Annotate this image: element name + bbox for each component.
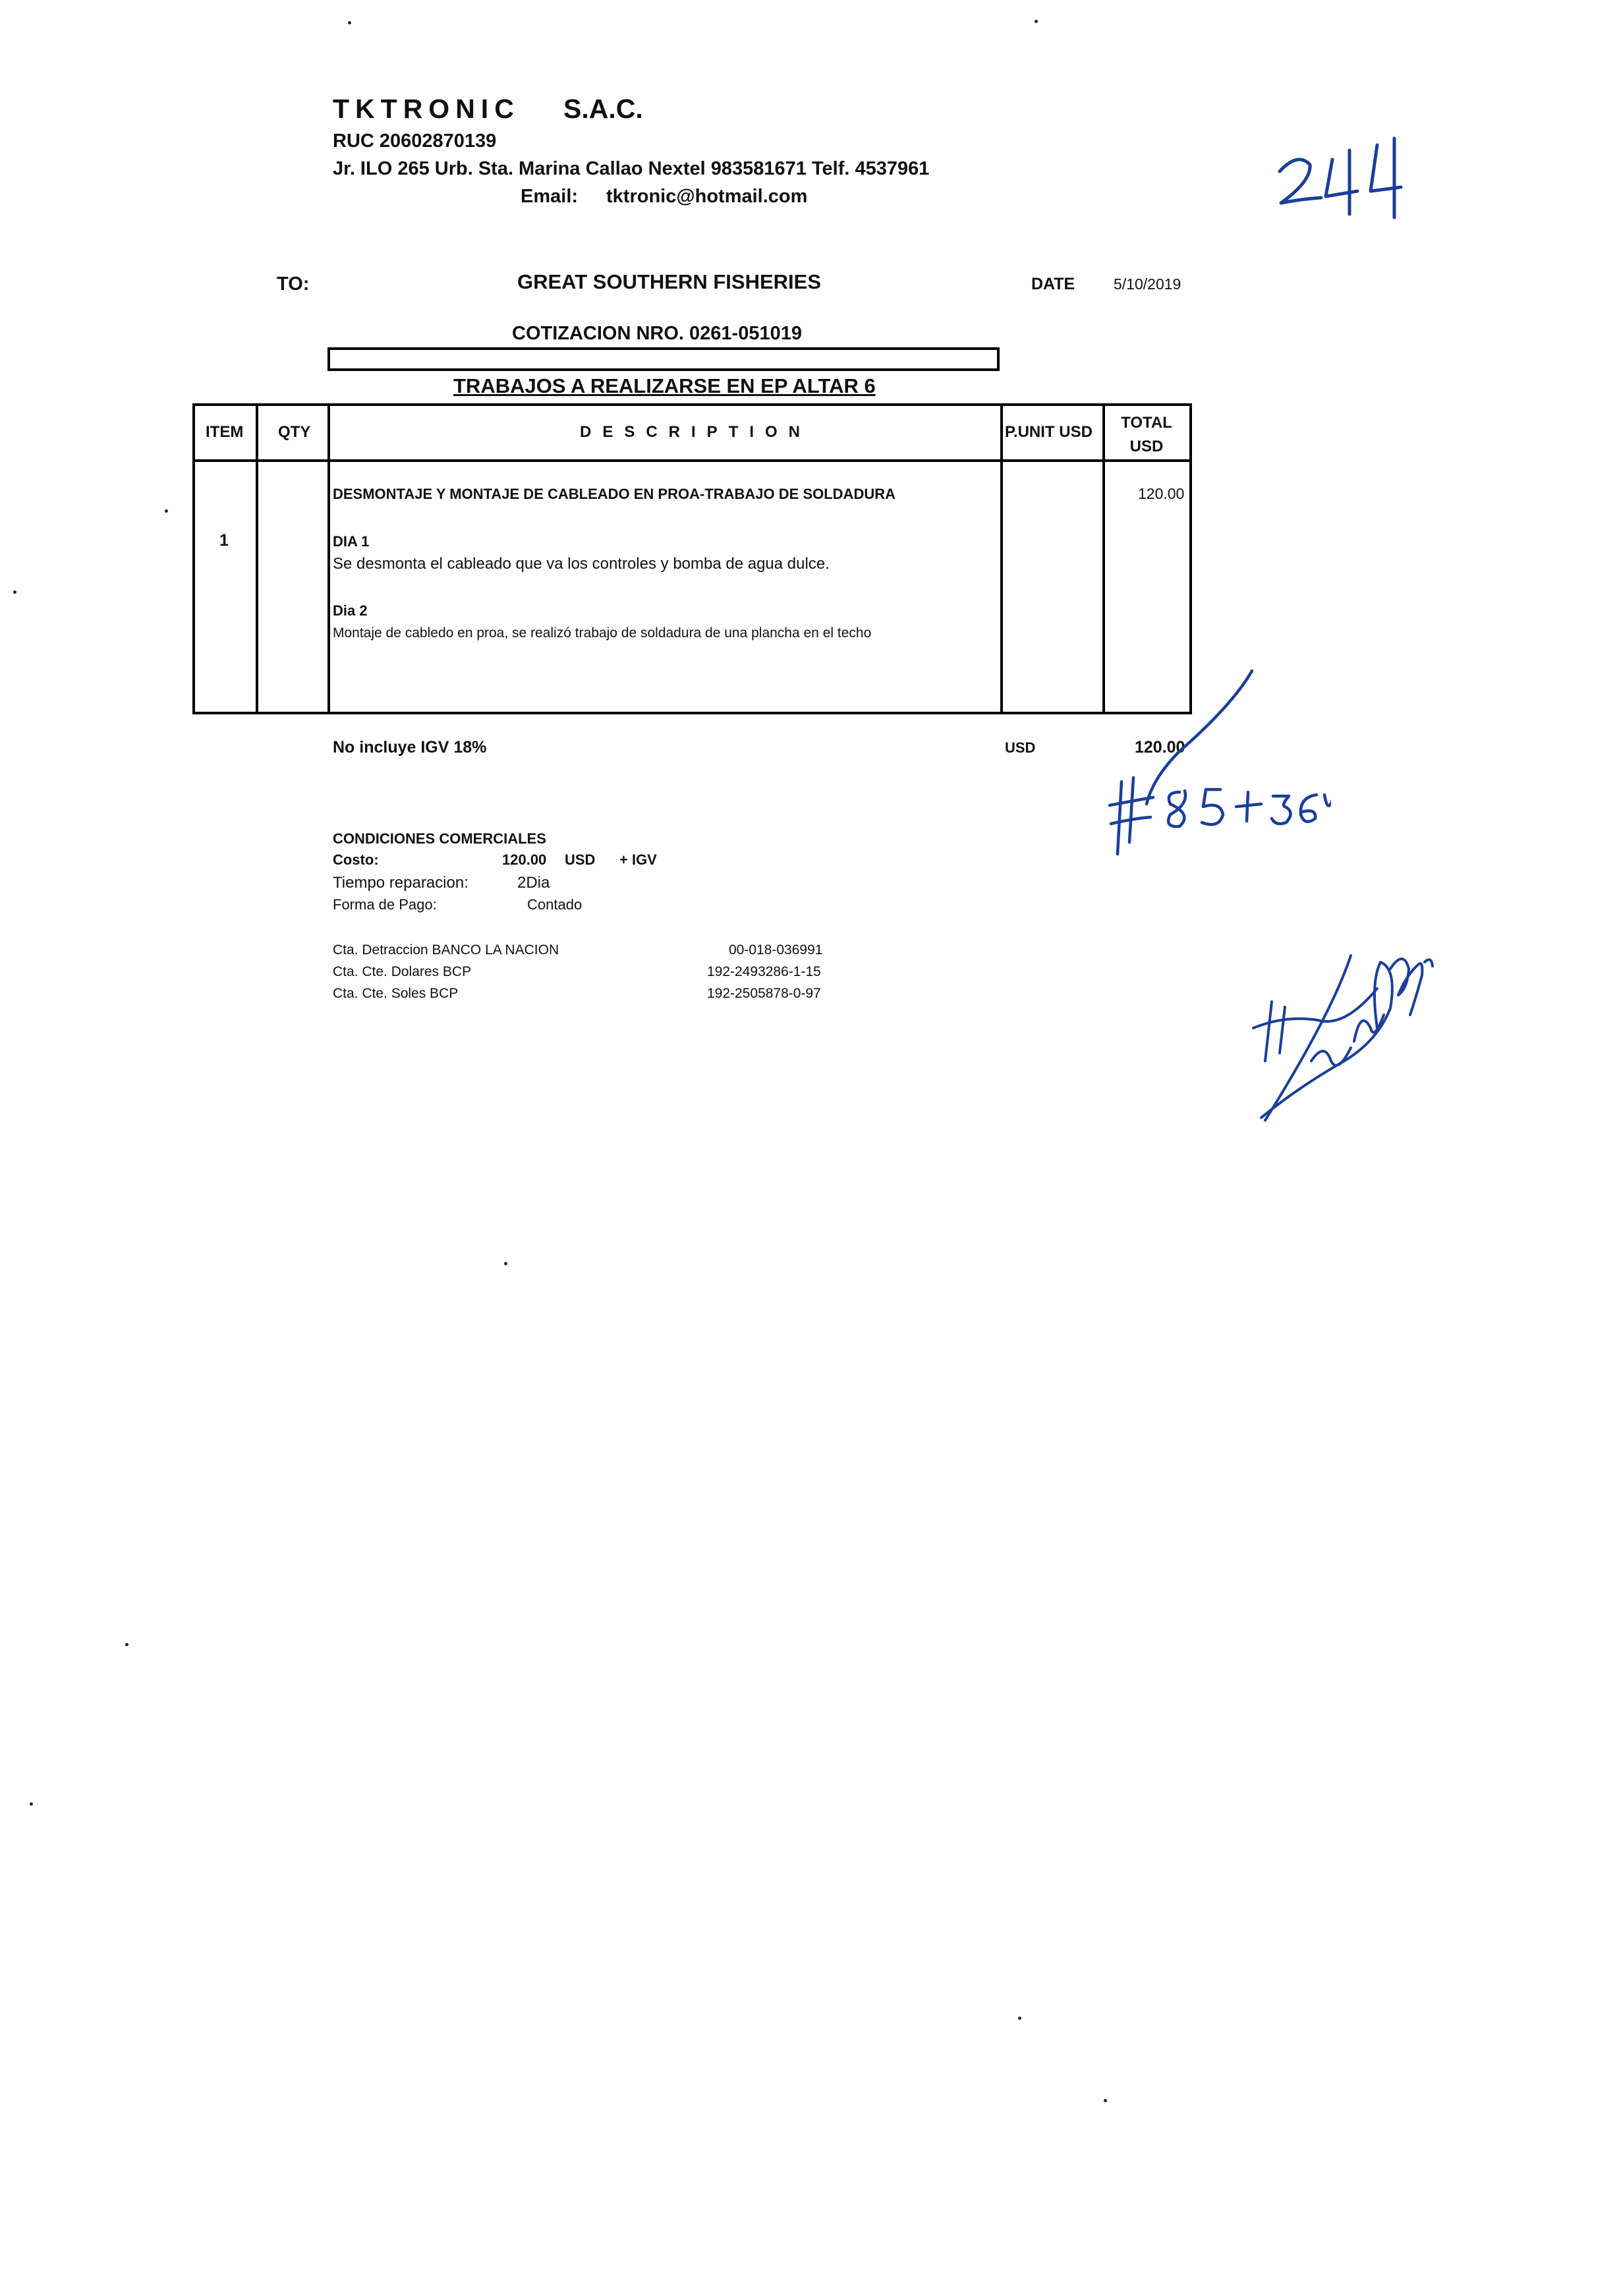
row-heading: DESMONTAJE Y MONTAJE DE CABLEADO EN PROA-TRABAJO DE SOLDADURA bbox=[333, 486, 895, 502]
day1-label: DIA 1 bbox=[333, 533, 370, 550]
handwritten-annotation bbox=[1107, 666, 1331, 863]
account-label: Cta. Detraccion BANCO LA NACION bbox=[333, 942, 559, 958]
header-total: TOTAL USD bbox=[1121, 414, 1172, 455]
table-divider-qty bbox=[327, 406, 330, 712]
table-header-divider bbox=[195, 459, 1189, 462]
to-label: TO: bbox=[277, 273, 310, 295]
conditions-title: CONDICIONES COMERCIALES bbox=[333, 830, 546, 847]
time-value: 2Dia bbox=[517, 874, 550, 892]
client-name: GREAT SOUTHERN FISHERIES bbox=[517, 270, 822, 293]
signature-image bbox=[1245, 929, 1443, 1127]
header-punit: P.UNIT USD bbox=[1005, 423, 1093, 441]
scan-speck bbox=[504, 1262, 507, 1265]
cost-label: Costo: bbox=[333, 851, 379, 868]
row-total: 120.00 bbox=[1138, 485, 1185, 502]
email-label: Email: bbox=[521, 186, 579, 207]
date-label: DATE bbox=[1031, 275, 1075, 293]
time-label: Tiempo reparacion: bbox=[333, 874, 469, 892]
date-value: 5/10/2019 bbox=[1114, 275, 1181, 293]
account-number: 192-2493286-1-15 bbox=[707, 964, 821, 979]
scan-speck bbox=[1018, 2017, 1021, 2020]
scan-speck bbox=[165, 509, 168, 513]
payment-label: Forma de Pago: bbox=[333, 896, 437, 913]
total-amount: 120.00 bbox=[1135, 738, 1185, 757]
scan-speck bbox=[1035, 20, 1038, 23]
tax-note: No incluye IGV 18% bbox=[333, 738, 487, 757]
account-number: 192-2505878-0-97 bbox=[707, 986, 821, 1001]
scan-speck bbox=[13, 590, 16, 594]
handwritten-page-number bbox=[1272, 125, 1404, 224]
account-label: Cta. Cte. Soles BCP bbox=[333, 986, 459, 1001]
company-address: Jr. ILO 265 Urb. Sta. Marina Callao Nextel 983581671 Telf. 4537961 bbox=[333, 158, 930, 179]
quote-number: COTIZACION NRO. 0261-051019 bbox=[512, 323, 802, 344]
day1-text: Se desmonta el cableado que va los controles y bomba de agua dulce. bbox=[333, 555, 830, 573]
total-currency: USD bbox=[1005, 739, 1036, 756]
table-divider-description bbox=[1000, 406, 1003, 712]
day2-label: Dia 2 bbox=[333, 602, 368, 619]
company-ruc: RUC 20602870139 bbox=[333, 130, 497, 152]
quote-bar bbox=[327, 347, 1000, 371]
row-item-number: 1 bbox=[219, 531, 229, 550]
payment-value: Contado bbox=[527, 896, 582, 913]
scan-speck bbox=[1104, 2099, 1107, 2102]
cost-currency: USD bbox=[565, 851, 596, 868]
email-value: tktronic@hotmail.com bbox=[606, 186, 808, 207]
header-item: ITEM bbox=[206, 423, 244, 441]
scan-speck bbox=[348, 21, 351, 24]
header-description: DESCRIPTION bbox=[580, 423, 812, 441]
scan-speck bbox=[125, 1643, 128, 1646]
account-label: Cta. Cte. Dolares BCP bbox=[333, 964, 472, 979]
table-divider-item bbox=[256, 406, 258, 712]
company-suffix: S.A.C. bbox=[563, 94, 643, 124]
company-name: TKTRONIC bbox=[333, 94, 520, 124]
account-number: 00-018-036991 bbox=[729, 942, 823, 958]
day2-text: Montaje de cabledo en proa, se realizó trabajo de soldadura de una plancha en el techo bbox=[333, 625, 872, 641]
scan-speck bbox=[30, 1802, 33, 1806]
cost-tax: + IGV bbox=[619, 851, 657, 868]
header-qty: QTY bbox=[278, 423, 311, 441]
work-title: TRABAJOS A REALIZARSE EN EP ALTAR 6 bbox=[453, 374, 876, 397]
cost-value: 120.00 bbox=[502, 851, 547, 868]
